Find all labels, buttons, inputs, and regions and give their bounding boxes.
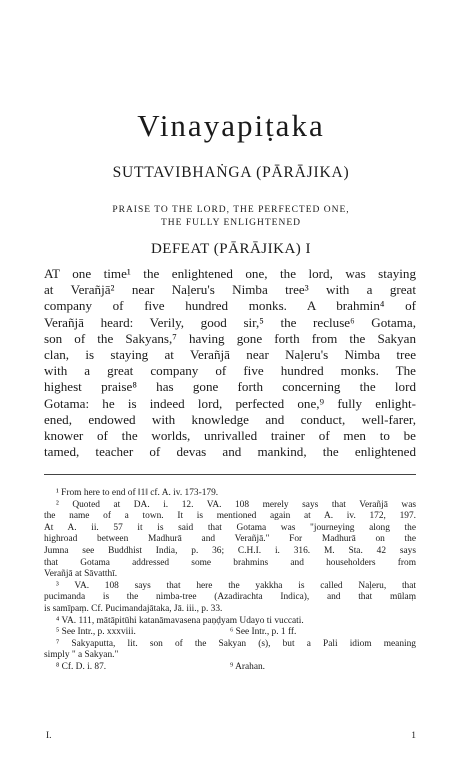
footnote-line: pucimanda is the nimba-tree (Azadirachta Indica), and that mūlaṃ xyxy=(44,592,416,603)
footnote-8-9 xyxy=(44,662,416,674)
body-line: clan, is staying at Verañjā near Naḷeru's Nimba tree xyxy=(44,347,416,363)
body-line: tamed, teacher of devas and mankind, the enlightened xyxy=(44,444,416,460)
body-line: AT one time¹ the enlightened one, the lord, was staying xyxy=(44,266,416,281)
footnote-line: ⁷ Sakyaputta, lit. son of the Sakyan (s), but a Pali idiom meaning xyxy=(56,638,416,649)
footnote-5-6 xyxy=(44,627,416,639)
footnotes xyxy=(44,488,416,674)
footnote-line: highroad between Madhurā and Verañjā." For Madhurā on the xyxy=(44,534,416,545)
footnote-9: ⁹ Arahan. xyxy=(230,661,266,672)
footnote-7 xyxy=(44,639,416,662)
footnote-line: simply " a Sakyan." xyxy=(44,650,119,661)
body-line: ened, endowed with knowledge and conduct, well-farer, xyxy=(44,411,416,427)
body-line: highest praise⁸ has gone forth concerning the lord xyxy=(44,379,416,395)
footnote-4 xyxy=(44,616,416,628)
footnote-line: ¹ From here to end of ‖1‖ cf. A. iv. 173-179. xyxy=(56,488,219,498)
footnote-line: At A. ii. 57 it is said that Gotama was "journeying along the xyxy=(44,522,416,533)
footnote-line: Jumna see Buddhist India, p. 36; C.H.I. i. 316. M. Sta. 42 says xyxy=(44,545,416,556)
footnote-line: the name of a town. It is mentioned again at A. iv. 172, 197. xyxy=(44,511,416,522)
footnote-6: ⁶ See Intr., p. 1 ff. xyxy=(230,627,297,638)
footnote-5: ⁵ See Intr., p. xxxviii. xyxy=(56,627,136,638)
body-line: Verañjā heard: Verily, good sir,⁵ the recluse⁶ Gotama, xyxy=(44,314,416,330)
praise-line: THE FULLY ENLIGHTENED xyxy=(160,218,301,228)
signature-mark: I. xyxy=(46,731,52,741)
praise-line: PRAISE TO THE LORD, THE PERFECTED ONE, xyxy=(112,205,350,215)
body-line: knower of the worlds, unrivalled trainer of men to be xyxy=(44,428,416,444)
body-line: at Verañjā² near Naḷeru's Nimba tree³ with a great xyxy=(44,282,416,298)
footnote-3 xyxy=(44,581,416,616)
footnote-line: ² Quoted at DA. i. 12. VA. 108 merely says that Verañjā was xyxy=(56,499,416,510)
body-line: with a great company of five hundred monks. The xyxy=(44,363,416,379)
section-heading: DEFEAT (PĀRĀJIKA) I xyxy=(150,241,312,257)
body-line: Gotama: he is indeed lord, perfected one,⁹ fully enlight- xyxy=(44,395,416,411)
footnote-8: ⁸ Cf. D. i. 87. xyxy=(56,661,107,672)
praise-heading xyxy=(0,204,462,230)
page-title: Vinayapiṭaka xyxy=(137,108,325,143)
footnote-line: is samīpaṃ. Cf. Pucimandajātaka, Jā. iii., p. 33. xyxy=(44,603,223,614)
footnote-2 xyxy=(44,500,416,581)
page-number: 1 xyxy=(411,731,416,741)
body-line: company of five hundred monks. A brahmin⁴ of xyxy=(44,298,416,314)
footnote-line: ⁴ VA. 111, mātāpitūhi katanāmavasena paṇḍyam Udayo ti vuccati. xyxy=(56,615,304,626)
footnote-divider xyxy=(44,474,416,475)
body-paragraph xyxy=(44,266,416,460)
subtitle: SUTTAVIBHAṄGA (PĀRĀJIKA) xyxy=(112,164,350,181)
footnote-1 xyxy=(44,488,416,500)
body-line: son of the Sakyans,⁷ having gone forth from the Sakyan xyxy=(44,330,416,346)
footnote-line: ³ VA. 108 says that here the yakkha is called Naḷeru, that xyxy=(56,580,416,591)
footnote-line: Verañjā at Sāvatthī. xyxy=(44,569,118,580)
footnote-line: that Gotama addressed some brahmins and householders from xyxy=(44,557,416,568)
